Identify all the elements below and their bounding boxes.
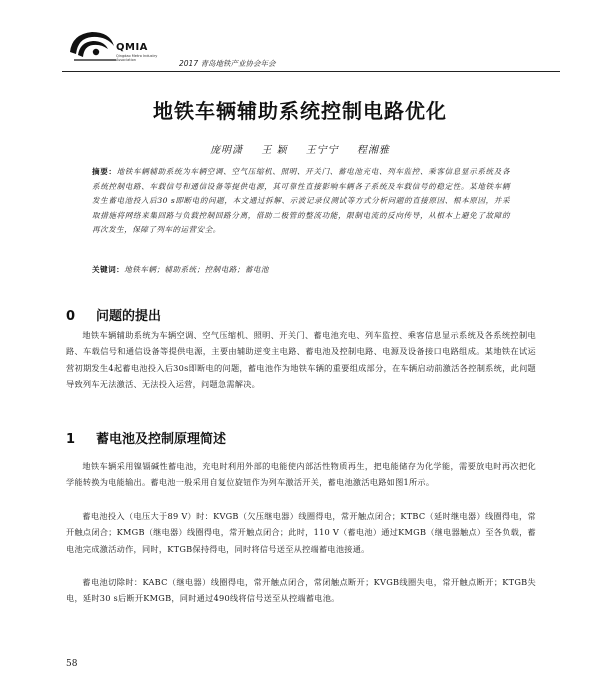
author-list bbox=[0, 141, 600, 156]
conference-name: 2017 青岛地铁产业协会年会 bbox=[179, 59, 276, 68]
logo-text: QMIA bbox=[116, 42, 148, 53]
body-paragraph: 地铁车辆辅助系统为车辆空调、空气压缩机、照明、开关门、蓄电池充电、列车监控、乘客信息显示系统及各系统控制电路、车载信号和通信设备等提供电源，主要由辅助逆变主电路、蓄电池及控制电路、电源及设备接口电路组成。某地铁在试运营初期发生4起蓄电池投入后30s即断电的问题，蓄电池作为地铁车辆的重要组成部分，在车辆启动前激活各控制系统，此问题导致列车无法激活、无法投入运营，问题急需解决。 bbox=[66, 330, 536, 389]
author-name: 王 颖 bbox=[261, 145, 288, 156]
abstract-text: 地铁车辆辅助系统为车辆空调、空气压缩机、照明、开关门、蓄电池充电、列车监控、乘客信息显示系统及各系统控制电路、车载信号和通信设备等提供电源，其可靠性直接影响车辆各子系统及车载信号的稳定性。某地铁车辆发生蓄电池投入后30 s即断电的问题，本文通过拆解、示波记录仪测试等方式分析问题的直接原因、根本原因，并采取措施将网络来集回路与负载控制回路分离，借助二极管的整流功能，限制电流的反向传导，从根本上避免了故障的再次发生，保障了列车的运营安全。 bbox=[92, 167, 510, 234]
section-heading bbox=[66, 428, 226, 447]
body-paragraph: 蓄电池切除时：KABC（继电器）线圈得电，常开触点闭合，常闭触点断开；KVGB线圈失电，常开触点断开；KTGB失电，延时30 s后断开KMGB，同时通过490线将信号送至从控端蓄电池。 bbox=[66, 577, 536, 604]
page-number: 58 bbox=[66, 659, 78, 669]
section-number: 1 bbox=[66, 432, 76, 447]
author-name: 王宁宁 bbox=[305, 145, 339, 156]
body-paragraph: 蓄电池投入（电压大于89 V）时：KVGB（欠压继电器）线圈得电，常开触点闭合；KTBC（延时继电器）线圈得电，常开触点闭合；KMGB（继电器）线圈得电，常开触点闭合；此时，110 V（蓄电池）通过KMGB（继电器触点）至各负载，蓄电池完成激活动作，同时，KTGB保持得电，同时将信号送至从控端蓄电池接通。 bbox=[66, 511, 536, 554]
body-paragraph: 地铁车辆采用镍镉碱性蓄电池，充电时利用外部的电能使内部活性物质再生，把电能储存为化学能，需要放电时再次把化学能转换为电能输出。蓄电池一般采用自复位旋钮作为列车激活开关，蓄电池激活电路如图1所示。 bbox=[66, 461, 536, 488]
section-number: 0 bbox=[66, 309, 76, 324]
keywords bbox=[92, 264, 510, 275]
author-name: 程湘雅 bbox=[356, 145, 390, 156]
page-header bbox=[62, 28, 562, 72]
logo-subtext: Qingdao Metro Industry Association bbox=[116, 54, 158, 62]
paper-title: 地铁车辆辅助系统控制电路优化 bbox=[153, 99, 447, 123]
qmia-logo-icon bbox=[66, 28, 118, 68]
abstract bbox=[92, 165, 510, 238]
header-divider bbox=[62, 71, 560, 72]
section-title: 蓄电池及控制原理简述 bbox=[96, 432, 227, 447]
section-title: 问题的提出 bbox=[96, 309, 162, 324]
author-name: 庞明潇 bbox=[210, 145, 244, 156]
keywords-text: 地铁车辆；辅助系统；控制电路；蓄电池 bbox=[124, 265, 269, 274]
abstract-label: 摘要： bbox=[92, 167, 117, 176]
keywords-label: 关键词： bbox=[92, 265, 125, 274]
section-heading bbox=[66, 305, 161, 324]
